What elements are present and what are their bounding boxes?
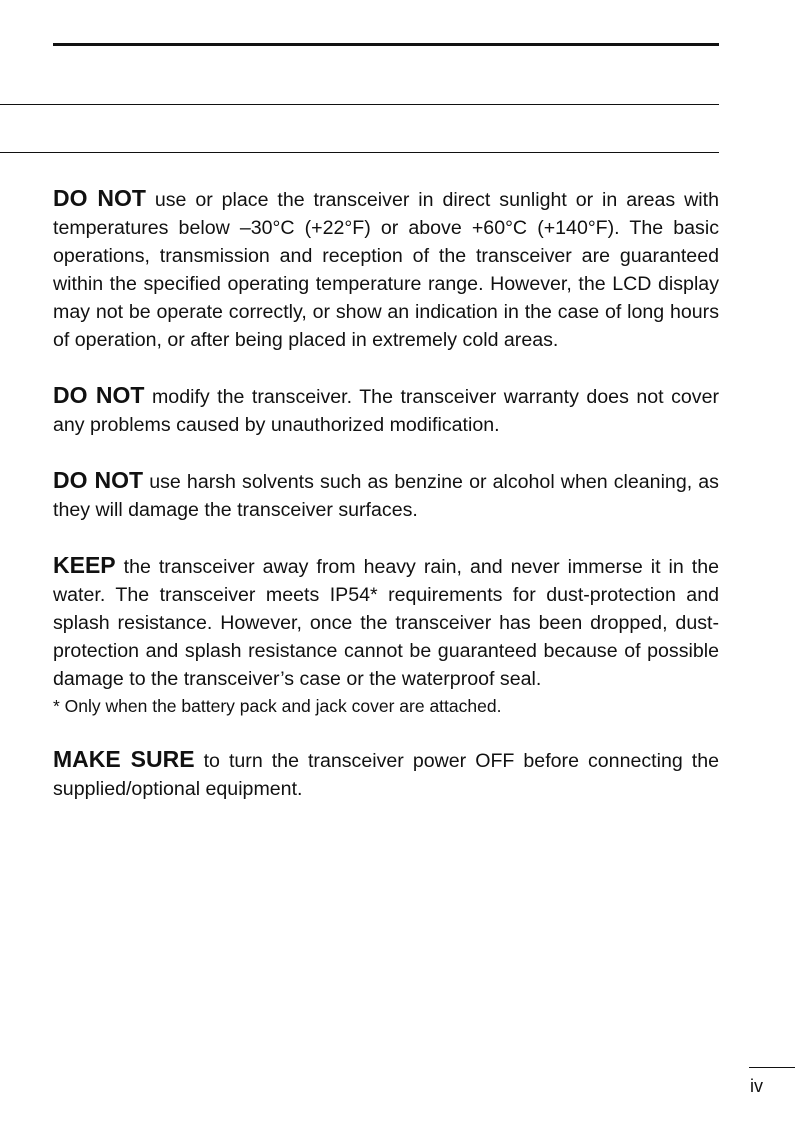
ip54-footnote: * Only when the battery pack and jack cover are attached. (53, 696, 502, 716)
precaution-sunlight (53, 184, 719, 354)
precaution-text: use or place the transceiver in direct sunlight or in areas with temperatures below –30°C (+22°F) or above +60°C (+140°F). The basic operations, transmission and reception of the transceiver are guaranteed within the specified operating temperature range. However, the LCD display may not be operate correctly, or show an indication in the case of long hours of operation, or after being placed in extremely cold areas. (53, 189, 719, 351)
page-number-rule (749, 1067, 795, 1068)
precaution-keyword: DO NOT (53, 467, 144, 493)
precaution-keyword: MAKE SURE (53, 746, 195, 772)
precaution-keyword: DO NOT (53, 185, 146, 211)
precaution-power-off (53, 745, 719, 803)
precautions-list (53, 184, 719, 830)
section-rule-2 (0, 152, 719, 153)
precaution-text: the transceiver away from heavy rain, and never immerse it in the water. The transceiver meets IP54* requirements for dust-protection and splash resistance. However, once the transceiver has been dropped, dust-protection and splash resistance cannot be guaranteed because of possible damage to the transceiver’s case or the waterproof seal. (53, 556, 719, 690)
precaution-text: to turn the transceiver power OFF before connecting the supplied/optional equipment. (53, 750, 720, 800)
precaution-modify (53, 381, 719, 439)
section-rule-1 (0, 104, 719, 105)
precaution-text: use harsh solvents such as benzine or alcohol when cleaning, as they will damage the transceiver surfaces. (53, 471, 719, 521)
precaution-keyword: KEEP (53, 552, 116, 578)
page-number: iv (750, 1076, 763, 1096)
precaution-water (53, 551, 719, 693)
precaution-text: modify the transceiver. The transceiver warranty does not cover any problems caused by unauthorized modification. (53, 386, 719, 436)
top-rule (53, 43, 719, 46)
precaution-solvents (53, 466, 719, 524)
precaution-keyword: DO NOT (53, 382, 145, 408)
